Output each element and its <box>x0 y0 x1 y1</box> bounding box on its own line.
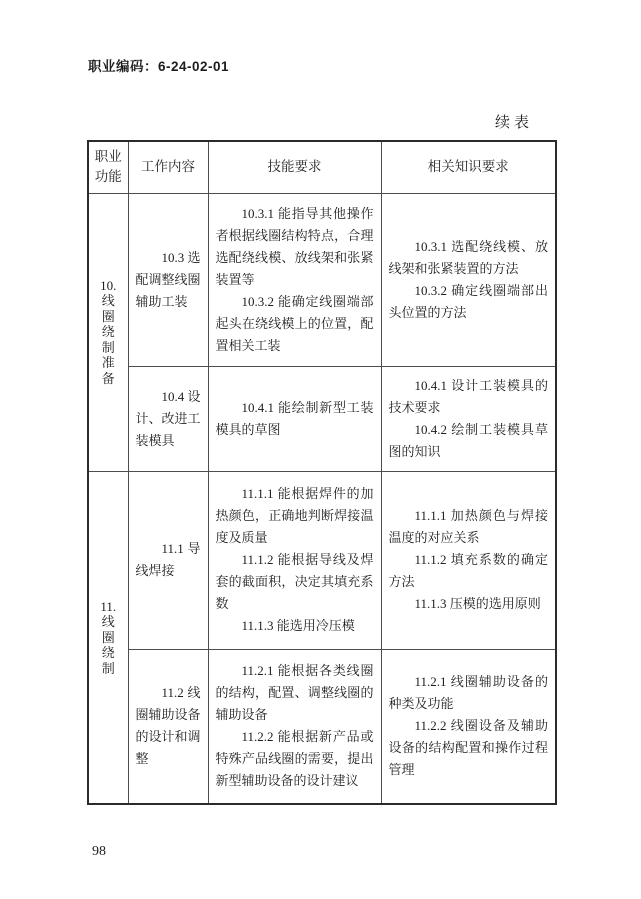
work-content-text: 11.2 线圈辅助设备的设计和调整 <box>135 685 201 767</box>
col-header-skills: 技能要求 <box>208 141 381 193</box>
knowledge-cell <box>381 366 556 471</box>
knowledge-item: 10.4.2 绘制工装模具草图的知识 <box>388 421 548 459</box>
skill-item: 10.3.2 能确定线圈端部起头在绕线模上的位置，配置相关工装 <box>215 293 374 353</box>
table-row <box>88 366 556 471</box>
vertical-function-label-10: 10. 线 圈 绕 制 准 备 <box>100 277 117 386</box>
col-header-knowledge: 相关知识要求 <box>381 141 556 193</box>
knowledge-item: 10.4.1 设计工装模具的技术要求 <box>388 377 548 415</box>
knowledge-item: 11.1.2 填充系数的确定方法 <box>388 552 548 589</box>
continued-table-label: 续表 <box>494 115 533 131</box>
knowledge-cell <box>381 193 556 366</box>
table-row <box>88 471 556 649</box>
skill-item: 11.1.3 能选用冷压模 <box>241 618 355 633</box>
skill-item: 10.4.1 能绘制新型工装模具的草图 <box>215 399 374 437</box>
skills-cell <box>208 366 381 471</box>
knowledge-cell <box>381 649 556 804</box>
knowledge-cell <box>381 471 556 649</box>
function-cell-11 <box>88 471 128 804</box>
col-header-function-line1: 职业 <box>94 149 122 165</box>
knowledge-item: 10.3.1 选配绕线模、放线架和张紧装置的方法 <box>388 238 548 276</box>
skills-cell <box>208 471 381 649</box>
knowledge-item: 11.1.1 加热颜色与焊接温度的对应关系 <box>388 508 548 545</box>
work-content-cell <box>128 649 208 804</box>
table-row <box>88 649 556 804</box>
skills-cell <box>208 649 381 804</box>
work-content-text: 10.4 设计、改进工装模具 <box>135 388 201 448</box>
vertical-function-label-11: 11. 线 圈 绕 制 <box>100 598 117 676</box>
work-content-cell <box>128 471 208 649</box>
skill-item: 11.2.2 能根据新产品或特殊产品线圈的需要，提出新型辅助设备的设计建议 <box>215 729 374 789</box>
knowledge-item: 11.2.1 线圈辅助设备的种类及功能 <box>388 674 548 712</box>
work-content-text: 11.1 导线焊接 <box>135 541 201 578</box>
table-header-row <box>88 141 556 193</box>
col-header-work: 工作内容 <box>128 141 208 193</box>
skill-item: 10.3.1 能指导其他操作者根据线圈结构特点，合理选配绕线模、放线架和张紧装置等 <box>215 205 374 287</box>
function-cell-10 <box>88 193 128 471</box>
page-number: 98 <box>92 844 106 859</box>
knowledge-item: 10.3.2 确定线圈端部出头位置的方法 <box>388 282 548 320</box>
skill-item: 11.1.2 能根据导线及焊套的截面积，决定其填充系数 <box>215 552 374 611</box>
work-content-cell <box>128 366 208 471</box>
skills-cell <box>208 193 381 366</box>
knowledge-item: 11.2.2 线圈设备及辅助设备的结构配置和操作过程管理 <box>388 718 548 778</box>
col-header-function-line2: 功能 <box>94 169 122 185</box>
skill-item: 11.1.1 能根据焊件的加热颜色，正确地判断焊接温度及质量 <box>215 486 374 545</box>
col-header-function <box>88 141 128 193</box>
table-row <box>88 193 556 366</box>
occupation-code: 职业编码：6-24-02-01 <box>88 59 230 74</box>
skill-item: 11.2.1 能根据各类线圈的结构，配置、调整线圈的辅助设备 <box>215 663 374 723</box>
work-content-cell <box>128 193 208 366</box>
work-content-text: 10.3 选配调整线圈辅助工装 <box>135 249 201 309</box>
occupational-standard-table <box>87 140 557 805</box>
knowledge-item: 11.1.3 压模的选用原则 <box>414 596 541 611</box>
